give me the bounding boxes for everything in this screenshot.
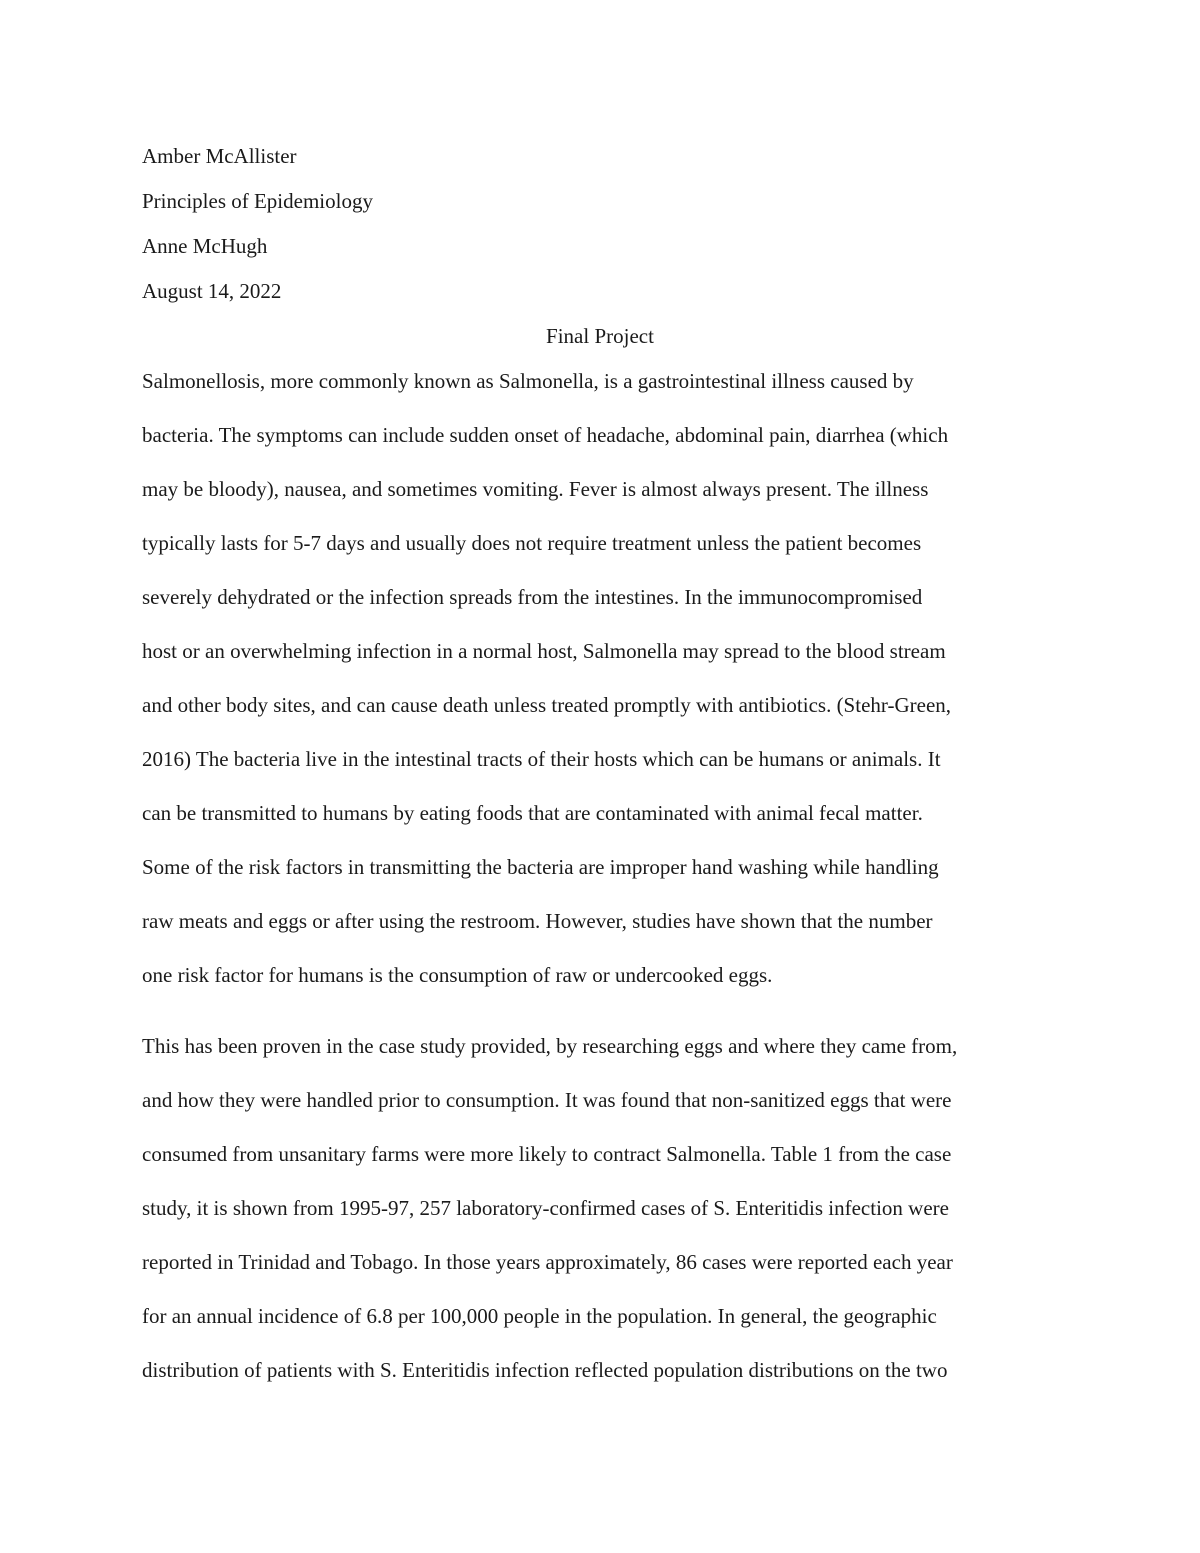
paragraph-line: reported in Trinidad and Tobago. In those years approximately, 86 cases were reported each year <box>142 1250 953 1274</box>
paragraph-line: one risk factor for humans is the consumption of raw or undercooked eggs. <box>142 963 773 987</box>
paragraph-line: Some of the risk factors in transmitting the bacteria are improper hand washing while handling <box>142 855 939 879</box>
paragraph-line: consumed from unsanitary farms were more likely to contract Salmonella. Table 1 from the case <box>142 1142 952 1166</box>
paragraph-line: raw meats and eggs or after using the restroom. However, studies have shown that the number <box>142 909 933 933</box>
student-name: Amber McAllister <box>142 144 297 168</box>
paragraph-line: host or an overwhelming infection in a normal host, Salmonella may spread to the blood stream <box>142 639 946 663</box>
paragraph-line: bacteria. The symptoms can include sudden onset of headache, abdominal pain, diarrhea (which <box>142 423 949 447</box>
paragraph-line: for an annual incidence of 6.8 per 100,000 people in the population. In general, the geographic <box>142 1304 937 1328</box>
paragraph-line: typically lasts for 5-7 days and usually does not require treatment unless the patient becomes <box>142 531 922 555</box>
instructor-name: Anne McHugh <box>142 234 268 258</box>
paragraph-line: can be transmitted to humans by eating foods that are contaminated with animal fecal matter. <box>142 801 923 825</box>
paragraph-line: Salmonellosis, more commonly known as Salmonella, is a gastrointestinal illness caused by <box>142 369 914 393</box>
paragraph-line: and how they were handled prior to consumption. It was found that non-sanitized eggs that were <box>142 1088 952 1112</box>
paragraph-line: may be bloody), nausea, and sometimes vomiting. Fever is almost always present. The illness <box>142 477 929 501</box>
document-title: Final Project <box>546 324 654 348</box>
paragraph-2 <box>142 1031 1060 1409</box>
paragraph-line: 2016) The bacteria live in the intestinal tracts of their hosts which can be humans or animals. It <box>142 747 941 771</box>
paragraph-line: and other body sites, and can cause death unless treated promptly with antibiotics. (Stehr-Green, <box>142 693 952 717</box>
paragraph-1 <box>142 366 1060 1014</box>
paragraph-line: study, it is shown from 1995-97, 257 laboratory-confirmed cases of S. Enteritidis infection were <box>142 1196 949 1220</box>
paragraph-line: This has been proven in the case study provided, by researching eggs and where they came from, <box>142 1034 958 1058</box>
paragraph-line: severely dehydrated or the infection spreads from the intestines. In the immunocompromised <box>142 585 923 609</box>
course-name: Principles of Epidemiology <box>142 189 373 213</box>
submission-date: August 14, 2022 <box>142 279 282 303</box>
paragraph-line: distribution of patients with S. Enteritidis infection reflected population distributions on the two <box>142 1358 948 1382</box>
